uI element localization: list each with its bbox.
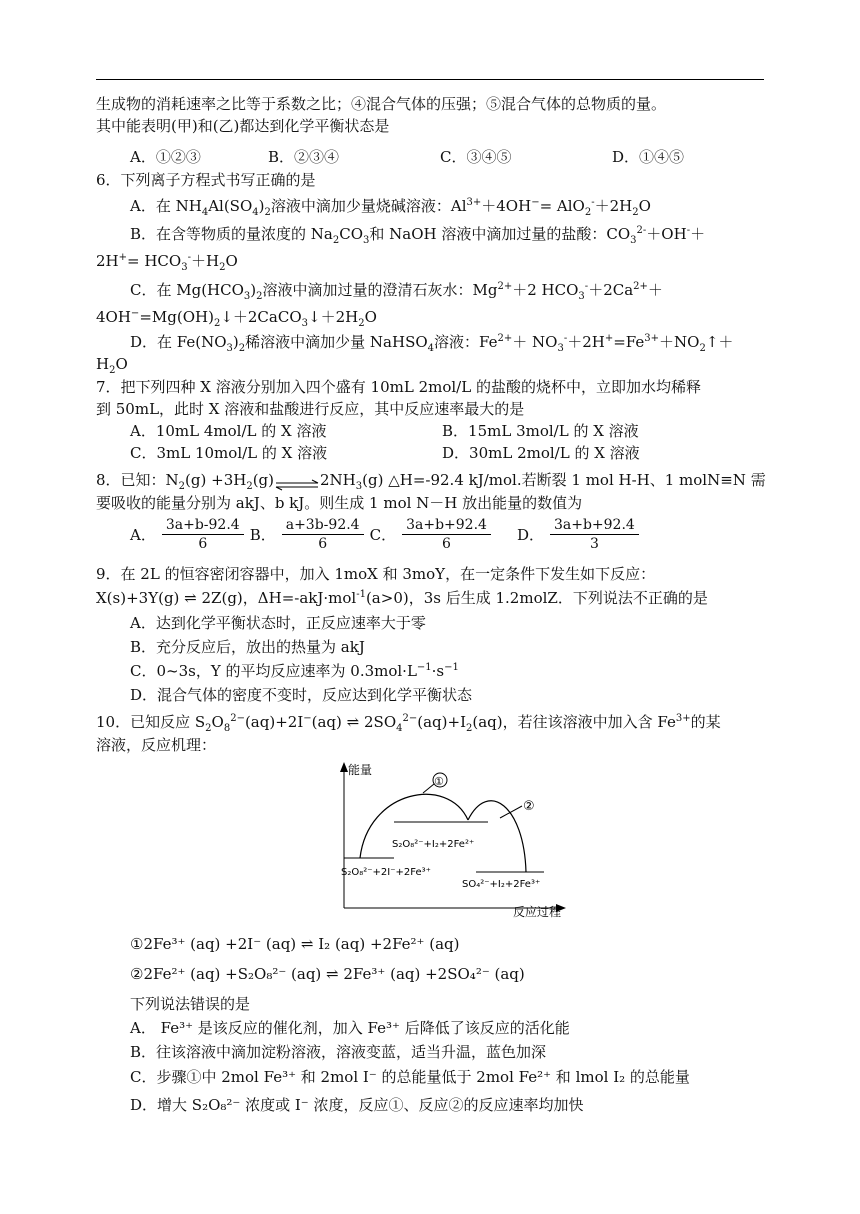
q6-option-b-line2: $2H^+= HCO_3^-+H_2O$	[96, 252, 238, 273]
q6-option-c-line1: C．在 $Mg(HCO_3)_2$溶液中滴加过量的澄清石灰水：$Mg^{2+}+2$ $HCO_3^-+2Ca^{2+}+$	[130, 281, 663, 302]
q9-option-b: B．充分反应后，放出的热量为 akJ	[130, 638, 365, 656]
x-axis-label: 反应过程	[513, 905, 562, 919]
q10-option-b: B．往该溶液中滴加淀粉溶液，溶液变蓝，适当升温，蓝色加深	[130, 1043, 547, 1061]
q6-option-c-line2: $4OH^-=Mg(OH)_2↓+2CaCO_3↓+2H_2O$	[96, 308, 377, 329]
equilibrium-arrow-icon	[274, 475, 320, 487]
q8-option-b-label: B．	[249, 526, 276, 544]
q8-option-a-fraction: $\frac{3a+b-92.4}{6}$	[162, 516, 244, 553]
q10-line2: 溶液，反应机理：	[96, 736, 217, 754]
q8-option-c-label: C．	[369, 526, 397, 544]
y-axis-arrow-icon	[340, 762, 348, 772]
pointer-1	[423, 784, 434, 793]
energy-diagram	[328, 760, 568, 920]
q6-stem: 6．下列离子方程式书写正确的是	[96, 171, 316, 189]
q8-option-d-label: D．	[516, 526, 544, 544]
q6-option-d-line2: $H_2O$	[96, 355, 128, 376]
q7-option-d: D．30mL 2mol/L 的 X 溶液	[442, 444, 640, 462]
q10-line1: 10．已知反应 $S_2O_8^{2-}(aq)+2I^-(aq)$ ⇌ $2SO_4^{2-}(aq)+I_2(aq)$，若往该溶液中加入含 $Fe^{3+}$的某	[96, 713, 721, 734]
q8-line1: 8．已知：$N_2(g) +3H_2(g)$ $2NH_3(g)$ △H=-92.4 kJ/mol.若断裂 1 mol H-H、1 molN≡N 需	[96, 471, 766, 492]
q10-option-a: A． Fe³⁺ 是该反应的催化剂，加入 Fe³⁺ 后降低了该反应的活化能	[130, 1019, 570, 1037]
label-intermediate: S₂O₈²⁻+I₂+2Fe²⁺	[392, 839, 475, 850]
q10-option-c: C．步骤①中 2mol Fe³⁺ 和 2mol I⁻ 的总能量低于 2mol Fe²⁺ 和 lmol I₂ 的总能量	[130, 1068, 690, 1086]
label-products: SO₄²⁻+I₂+2Fe³⁺	[462, 879, 541, 890]
q5-option-c: C．③④⑤	[440, 148, 512, 166]
q5-option-d: D．①④⑤	[612, 148, 685, 166]
q9-option-c: C．0~3s，Y 的平均反应速率为 $0.3mol\cdot L^{-1}\cdot s^{-1}$	[130, 662, 459, 680]
q8-options	[130, 516, 639, 553]
marker-1: ①	[434, 775, 444, 788]
q9-option-d: D．混合气体的密度不变时，反应达到化学平衡状态	[130, 686, 473, 704]
q9-option-a: A．达到化学平衡状态时，正反应速率大于零	[130, 614, 426, 632]
q8-option-c-fraction: $\frac{3a+b+92.4}{6}$	[402, 516, 491, 553]
q7-line1: 7．把下列四种 X 溶液分别加入四个盛有 10mL 2mol/L 的盐酸的烧杯中，立即加水均稀释	[96, 378, 701, 396]
y-axis-label: 能量	[348, 763, 373, 777]
q7-option-a: A．10mL 4mol/L 的 X 溶液	[130, 422, 327, 440]
label-reactants: S₂O₈²⁻+2I⁻+2Fe³⁺	[341, 867, 431, 878]
q8-option-a-label: A．	[130, 526, 156, 544]
q8-line2: 要吸收的能量分别为 akJ、b kJ。则生成 1 mol N－H 放出能量的数值为	[96, 494, 583, 512]
q10-option-d: D．增大 S₂O₈²⁻ 浓度或 I⁻ 浓度，反应①、反应②的反应速率均加快	[130, 1096, 584, 1114]
q7-line2: 到 50mL，此时 X 溶液和盐酸进行反应，其中反应速率最大的是	[96, 400, 525, 418]
q5-line2: 其中能表明(甲)和(乙)都达到化学平衡状态是	[96, 117, 390, 135]
curve-step-2	[468, 801, 526, 872]
q10-eq1: ①2Fe³⁺ (aq) +2I⁻ (aq) ⇌ I₂ (aq) +2Fe²⁺ (aq)	[130, 935, 460, 953]
q5-line1: 生成物的消耗速率之比等于系数之比；④混合气体的压强；⑤混合气体的总物质的量。	[96, 95, 667, 113]
q7-option-c: C．3mL 10mol/L 的 X 溶液	[130, 444, 328, 462]
q9-line2: X(s)+3Y(g) ⇌ 2Z(g)，ΔH=-akJ·mol$^{-1}$(a>0)，3s 后生成 1.2molZ．下列说法不正确的是	[96, 589, 708, 607]
q8-option-d-fraction: $\frac{3a+b+92.4}{3}$	[550, 516, 639, 553]
q9-line1: 9．在 2L 的恒容密闭容器中，加入 1moX 和 3moY，在一定条件下发生如下反应：	[96, 565, 656, 583]
q5-option-a: A．①②③	[130, 148, 201, 166]
q8-option-b-fraction: $\frac{a+3b-92.4}{6}$	[282, 516, 364, 553]
q7-option-b: B．15mL 3mol/L 的 X 溶液	[442, 422, 639, 440]
q10-eq2: ②2Fe²⁺ (aq) +S₂O₈²⁻ (aq) ⇌ 2Fe³⁺ (aq) +2SO₄²⁻ (aq)	[130, 965, 525, 983]
q6-option-b-line1: B．在含等物质的量浓度的 $Na_2CO_3$和 NaOH 溶液中滴加过量的盐酸：$CO_3^{2-}+OH^-+$	[130, 225, 706, 246]
q10-stem2: 下列说法错误的是	[130, 995, 251, 1013]
marker-2: ②	[523, 799, 535, 814]
q5-option-b: B．②③④	[268, 148, 340, 166]
q6-option-a: A．在 $NH_4Al(SO_4)_2$溶液中滴加少量烧碱溶液：$Al^{3+}+4OH^-= AlO_2^-+2H_2O$	[130, 197, 651, 218]
header-rule	[96, 79, 764, 80]
q6-option-d-line1: D．在 $Fe(NO_3)_2$稀溶液中滴加少量 NaHSO$_4$溶液：$Fe^{2+}+$ $NO_3^-+2H^+=Fe^{3+}+NO_2↑+$	[130, 333, 734, 354]
pointer-2	[500, 806, 522, 818]
